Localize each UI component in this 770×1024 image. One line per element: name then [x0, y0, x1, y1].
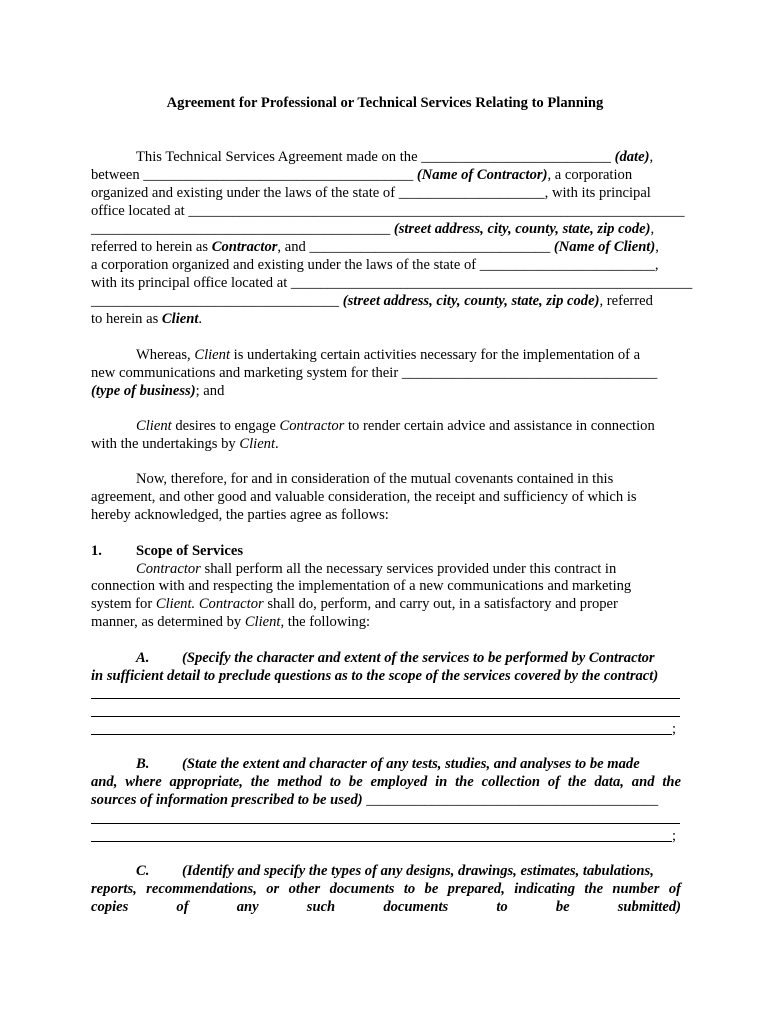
business-type-placeholder: (type of business)	[91, 383, 196, 399]
para1-line6	[91, 238, 681, 256]
itemB-line3	[91, 791, 681, 809]
text: .	[275, 436, 279, 452]
text: is undertaking certain activities necessary for the implementation of a	[230, 347, 641, 363]
itemB-line1	[136, 755, 681, 773]
para1-line9	[91, 292, 681, 310]
text: ; and	[195, 383, 225, 399]
address-placeholder: (street address, city, county, state, zip code)	[393, 221, 651, 237]
blank-line	[91, 823, 680, 824]
client-term: Client	[194, 347, 231, 363]
text: , referred	[599, 293, 653, 309]
text: to render certain advice and assistance in connection	[344, 418, 655, 434]
itemA-line2: in sufficient detail to preclude questions as to the scope of the services covered by the contract)	[91, 668, 659, 684]
document-title: Agreement for Professional or Technical Services Relating to Planning	[166, 95, 604, 111]
text: , the following:	[280, 614, 371, 630]
itemB-line2: and, where appropriate, the method to be employed in the collection of the data, and the	[91, 774, 681, 790]
contractor-term: Contractor	[211, 239, 278, 255]
item-letter: B.	[136, 756, 150, 772]
section1-line4	[91, 613, 681, 631]
blank-line	[91, 716, 680, 717]
text: (State the extent and character of any tests, studies, and analyses to be made	[182, 756, 640, 772]
item-letter: A.	[136, 650, 150, 666]
contractor-term: Contractor	[136, 561, 201, 577]
text: desires to engage	[171, 418, 280, 434]
section-number: 1.	[91, 543, 102, 559]
para1-line10	[91, 310, 681, 328]
para4-line3: hereby acknowledged, the parties agree as follows:	[91, 507, 389, 523]
client-term: Client	[244, 614, 281, 630]
text: _________________________________________	[91, 221, 394, 237]
para4-line1: Now, therefore, for and in consideration of the mutual covenants contained in this	[136, 471, 614, 487]
client-term: Client	[239, 436, 276, 452]
item-letter: C.	[136, 863, 150, 879]
text: ,	[655, 239, 659, 255]
para4-line2: agreement, and other good and valuable consideration, the receipt and sufficiency of which is	[91, 489, 637, 505]
contractor-term: Contractor	[279, 418, 345, 434]
text: ,	[650, 221, 655, 237]
para1-line7: a corporation organized and existing under the laws of the state of ________________________,	[91, 257, 659, 273]
text: , and _________________________________	[277, 239, 554, 255]
section1-heading	[91, 542, 243, 560]
para1-line2	[91, 166, 681, 184]
text: (Specify the character and extent of the services to be performed by Contractor	[182, 650, 655, 666]
para1-line3: organized and existing under the laws of the state of ____________________, with its principal	[91, 185, 651, 201]
text: .	[198, 311, 203, 327]
text: , a corporation	[547, 167, 633, 183]
section-title: Scope of Services	[136, 543, 243, 559]
text: (Identify and specify the types of any designs, drawings, estimates, tabulations,	[182, 863, 654, 879]
text: with the undertakings by	[91, 436, 240, 452]
client-term: Client	[136, 418, 172, 434]
para1-line5	[91, 220, 681, 238]
address-placeholder: (street address, city, county, state, zip code)	[342, 293, 600, 309]
text: between _____________________________________	[91, 167, 417, 183]
client-term: Client. Contractor	[155, 596, 264, 612]
text: shall do, perform, and carry out, in a satisfactory and proper	[263, 596, 618, 612]
blank-line: ________________________________________	[366, 792, 659, 808]
date-placeholder: (date)	[614, 149, 650, 165]
text: ,	[649, 149, 654, 165]
text: sources of information prescribed to be used)	[91, 792, 363, 808]
para1-line8: with its principal office located at _______________________________________________________	[91, 275, 693, 291]
itemA-end: ;	[672, 721, 677, 737]
blank-line	[91, 734, 672, 735]
text: Whereas,	[136, 347, 195, 363]
para2-line3	[91, 382, 681, 400]
client-term: Client	[161, 311, 199, 327]
itemC-line1	[136, 862, 681, 880]
para2-line2: new communications and marketing system for their ___________________________________	[91, 365, 658, 381]
itemA-line1	[136, 649, 681, 667]
blank-line	[91, 698, 680, 699]
text: __________________________________	[91, 293, 343, 309]
section1-line3	[91, 595, 681, 613]
client-name-placeholder: (Name of Client)	[553, 239, 656, 255]
text: This Technical Services Agreement made on the __________________________	[136, 149, 615, 165]
text: referred to herein as	[91, 239, 212, 255]
text: shall perform all the necessary services provided under this contract in	[200, 561, 617, 577]
itemC-line2: reports, recommendations, or other documents to be prepared, indicating the number of	[91, 881, 681, 897]
blank-line	[91, 841, 672, 842]
para3-line1	[136, 417, 681, 435]
para2-line1	[136, 346, 681, 364]
contractor-name-placeholder: (Name of Contractor)	[416, 167, 548, 183]
itemC-line3: copies of any such documents to be submitted)	[91, 899, 681, 915]
text: system for	[91, 596, 156, 612]
section1-line2: connection with and respecting the implementation of a new communications and marketing	[91, 578, 632, 594]
para1-line1	[136, 148, 681, 166]
para1-line4: office located at ____________________________________________________________________	[91, 203, 685, 219]
section1-line1	[136, 560, 681, 578]
para3-line2	[91, 435, 681, 453]
text: manner, as determined by	[91, 614, 245, 630]
text: to herein as	[91, 311, 162, 327]
itemB-end: ;	[672, 828, 677, 844]
